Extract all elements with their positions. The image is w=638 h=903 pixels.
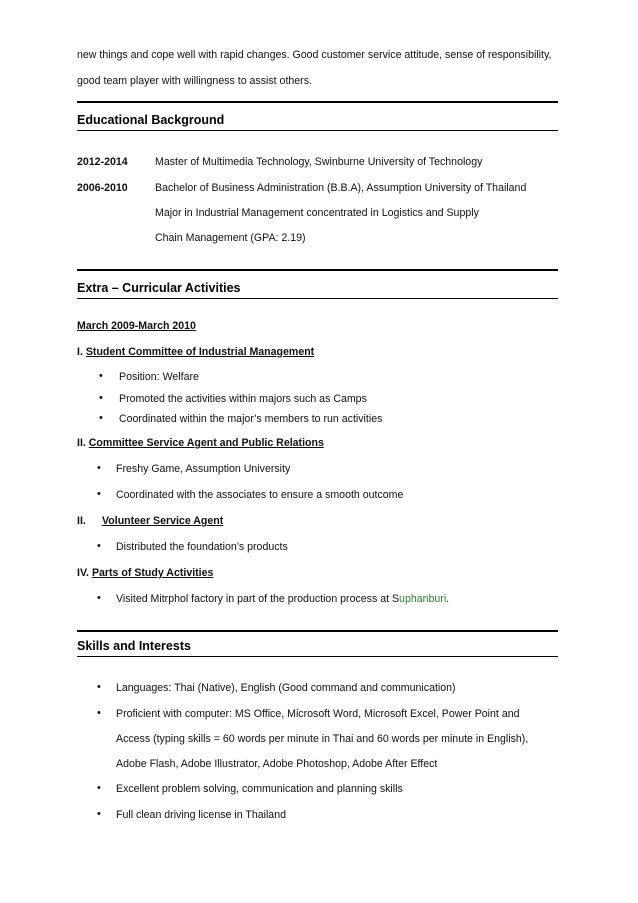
- activities-period: March 2009-March 2010: [77, 320, 196, 332]
- activity-item: Freshy Game, Assumption University: [116, 463, 291, 475]
- section-divider-top: [77, 269, 558, 271]
- activity-item: [116, 593, 449, 605]
- education-years-1: 2012-2014: [77, 156, 128, 168]
- bullet-icon: •: [97, 592, 101, 604]
- bullet-icon: •: [99, 392, 103, 404]
- activity-prefix: II.: [77, 437, 89, 449]
- section-divider-bottom: [77, 130, 558, 131]
- activity-section-3-title: Volunteer Service Agent: [102, 515, 224, 527]
- section-divider-top: [77, 101, 558, 103]
- activity-section-4: [77, 567, 213, 579]
- activity-title: Parts of Study Activities: [91, 567, 214, 579]
- activity-prefix: I.: [77, 346, 86, 358]
- activity-item: Promoted the activities within majors such as Camps: [119, 393, 367, 405]
- section-divider-bottom: [77, 298, 558, 299]
- section-divider-top: [77, 630, 558, 632]
- activity-section-1: [77, 346, 314, 358]
- activity-item: Coordinated with the associates to ensure a smooth outcome: [116, 489, 404, 501]
- skills-heading: Skills and Interests: [77, 639, 191, 653]
- bullet-icon: •: [97, 462, 101, 474]
- skill-item-continued: Adobe Flash, Adobe Illustrator, Adobe Photoshop, Adobe After Effect: [116, 758, 438, 770]
- activity-item: Position: Welfare: [119, 371, 199, 383]
- activity-section-3-prefix: II.: [77, 515, 86, 527]
- skill-item: Full clean driving license in Thailand: [116, 809, 286, 821]
- activity-prefix: IV.: [77, 567, 92, 579]
- skill-item: Languages: Thai (Native), English (Good command and communication): [116, 682, 456, 694]
- skill-item: Proficient with computer: MS Office, Microsoft Word, Microsoft Excel, Power Point and: [116, 708, 520, 720]
- bullet-icon: •: [99, 412, 103, 424]
- bullet-icon: •: [97, 808, 101, 820]
- bullet-icon: •: [97, 540, 101, 552]
- education-line-2-3: Chain Management (GPA: 2.19): [155, 232, 306, 244]
- highlighted-word: uphanburi: [399, 593, 447, 605]
- activity-section-2: [77, 437, 324, 449]
- activity-title: Student Committee of Industrial Management: [85, 346, 315, 358]
- education-line-1-1: Master of Multimedia Technology, Swinburne University of Technology: [155, 156, 483, 168]
- bullet-icon: •: [99, 370, 103, 382]
- skill-item: Excellent problem solving, communication and planning skills: [116, 783, 403, 795]
- education-years-2: 2006-2010: [77, 182, 128, 194]
- activity-item-end: .: [446, 593, 450, 605]
- section-divider-bottom: [77, 656, 558, 657]
- bullet-icon: •: [97, 782, 101, 794]
- intro-line-2: good team player with willingness to assist others.: [77, 75, 312, 87]
- intro-line-1: new things and cope well with rapid changes. Good customer service attitude, sense of responsibility,: [77, 49, 552, 61]
- bullet-icon: •: [97, 488, 101, 500]
- activity-title: Committee Service Agent and Public Relations: [88, 437, 324, 449]
- activity-item: Distributed the foundation’s products: [116, 541, 288, 553]
- bullet-icon: •: [97, 681, 101, 693]
- activities-heading: Extra – Curricular Activities: [77, 281, 241, 295]
- education-line-2-1: Bachelor of Business Administration (B.B.A), Assumption University of Thailand: [155, 182, 527, 194]
- education-line-2-2: Major in Industrial Management concentrated in Logistics and Supply: [155, 207, 479, 219]
- skill-item-continued: Access (typing skills = 60 words per minute in Thai and 60 words per minute in English),: [116, 733, 529, 745]
- activity-item: Coordinated within the major’s members to run activities: [119, 413, 383, 425]
- activity-item-text: Visited Mitrphol factory in part of the production process at S: [116, 593, 400, 605]
- education-heading: Educational Background: [77, 113, 225, 127]
- bullet-icon: •: [97, 707, 101, 719]
